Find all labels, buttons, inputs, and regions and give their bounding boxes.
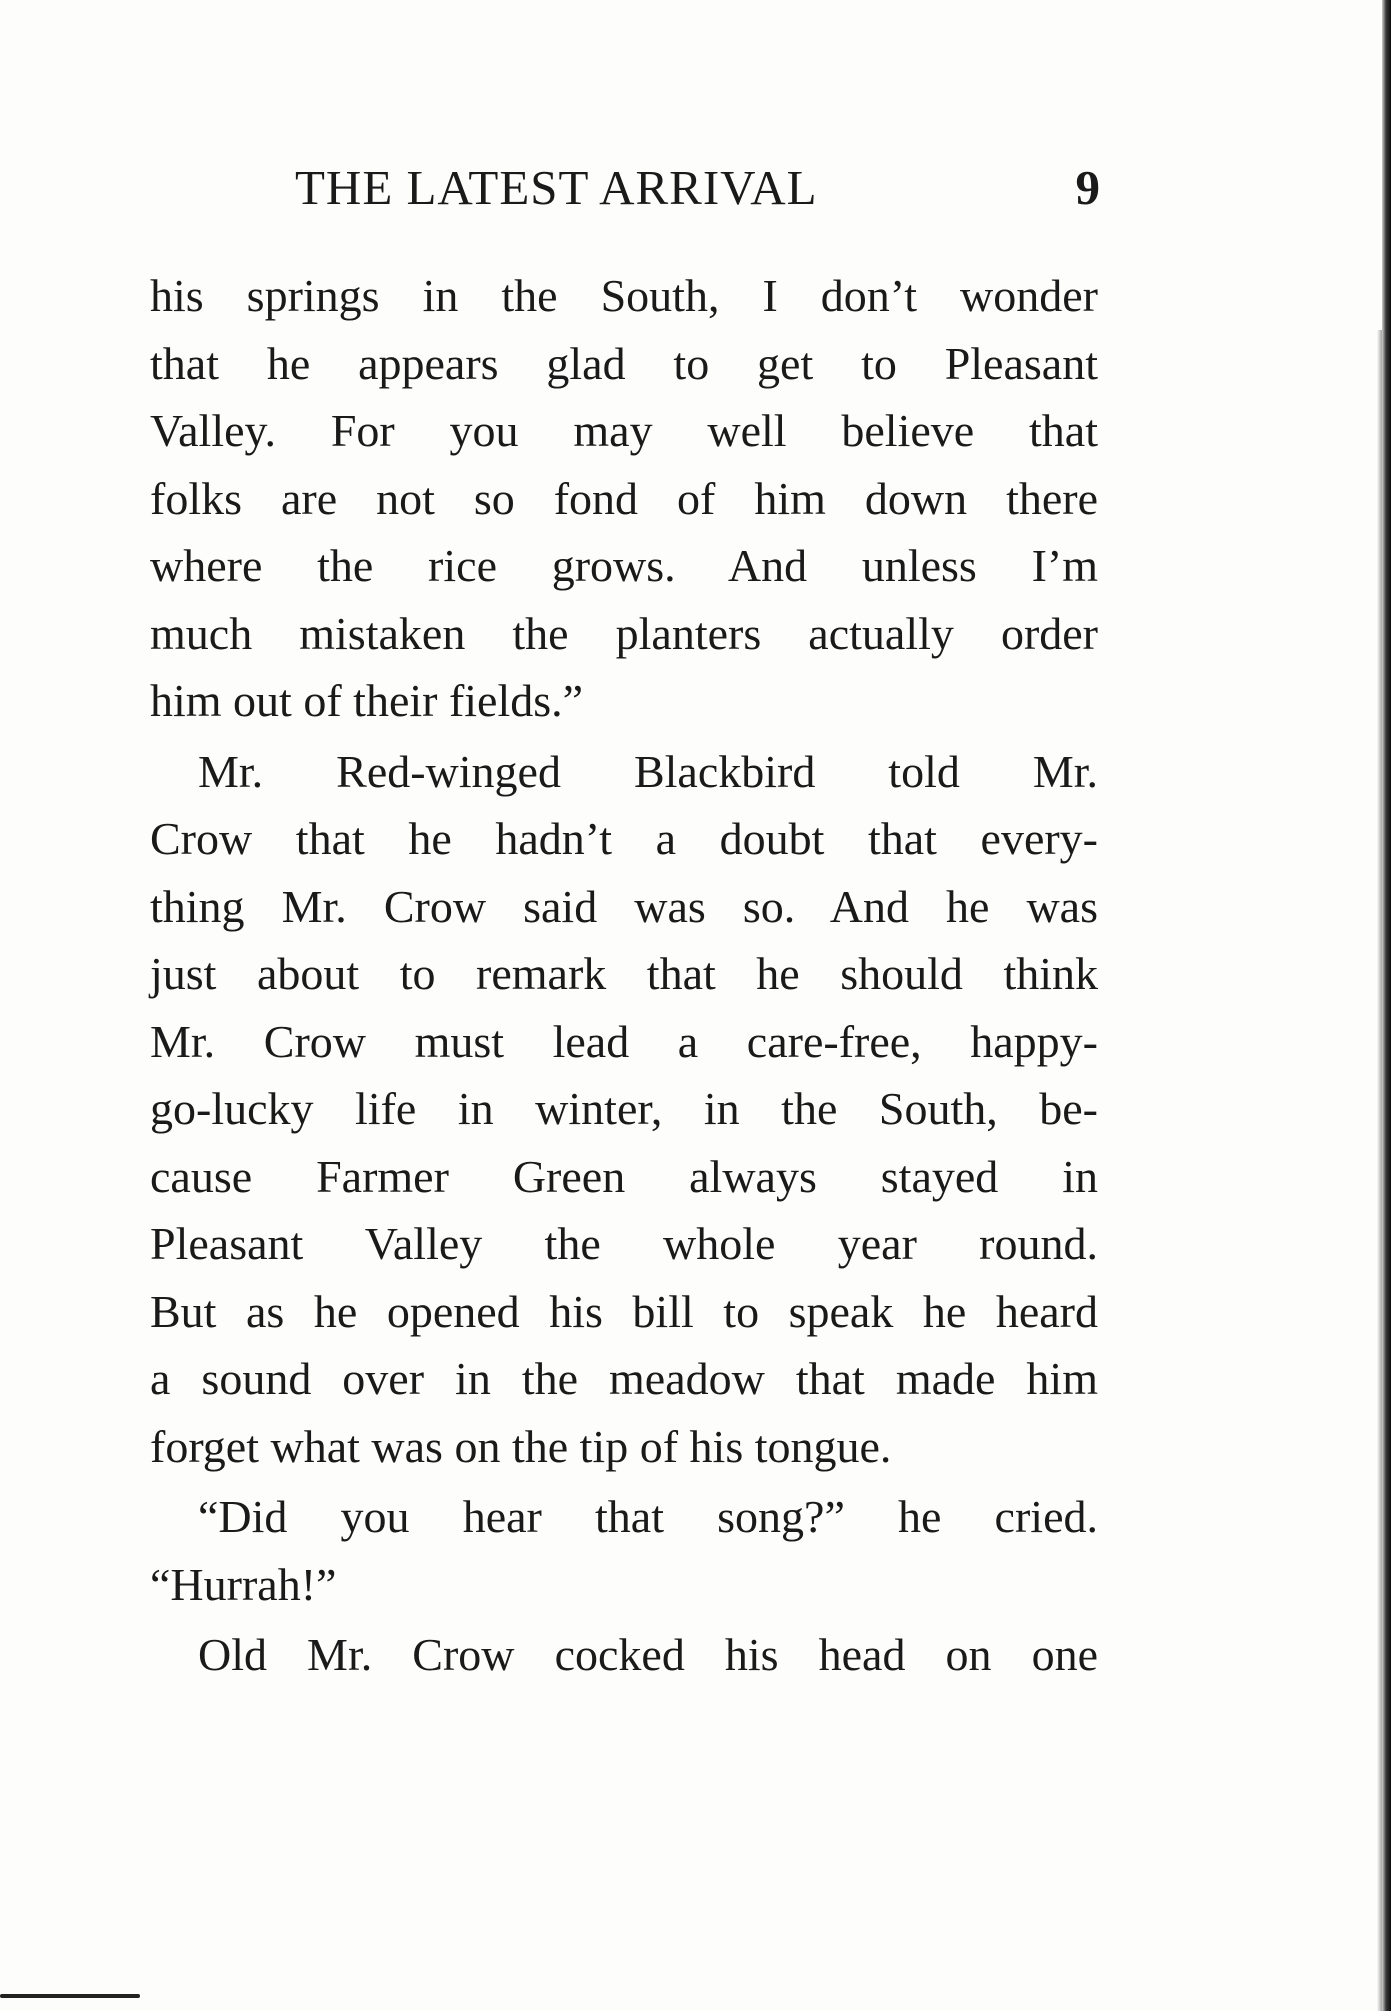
text-line: Valley. For you may well believe that	[150, 405, 1098, 456]
text-line: a sound over in the meadow that made him	[150, 1353, 1098, 1404]
text-line: forget what was on the tip of his tongue.	[150, 1420, 892, 1472]
text-line: Crow that he hadn’t a doubt that every-	[150, 813, 1098, 864]
text-line: his springs in the South, I don’t wonder	[150, 270, 1098, 321]
text-line: Pleasant Valley the whole year round.	[150, 1218, 1098, 1269]
text-line: Mr. Red-winged Blackbird told Mr.	[198, 745, 1098, 797]
running-head	[150, 158, 1100, 218]
text-line: go-lucky life in winter, in the South, be-	[150, 1083, 1098, 1134]
text-line: much mistaken the planters actually order	[150, 607, 1098, 659]
text-line: folks are not so fond of him down there	[150, 472, 1098, 524]
running-head-title: THE LATEST ARRIVAL	[295, 160, 818, 215]
paragraph-1	[150, 262, 1098, 735]
paragraph-3	[150, 1483, 1098, 1618]
text-line: him out of their fields.”	[150, 675, 584, 726]
text-line: But as he opened his bill to speak he heard	[150, 1285, 1098, 1337]
text-line: Mr. Crow must lead a care-free, happy-	[150, 1015, 1098, 1067]
text-line: where the rice grows. And unless I’m	[150, 540, 1098, 591]
text-line: “Did you hear that song?” he cried.	[198, 1491, 1098, 1542]
paragraph-4	[150, 1621, 1098, 1689]
page-edge-shadow	[1382, 0, 1391, 2011]
paragraph-2	[150, 738, 1098, 1481]
text-line: “Hurrah!”	[150, 1558, 337, 1610]
text-line: just about to remark that he should think	[150, 948, 1098, 999]
page-edge-inner-shadow	[1377, 330, 1382, 2011]
text-line: thing Mr. Crow said was so. And he was	[150, 880, 1098, 932]
text-line: that he appears glad to get to Pleasant	[150, 337, 1098, 389]
page-number: 9	[1075, 160, 1100, 215]
scan-edge-mark	[0, 1994, 140, 1998]
text-line: Old Mr. Crow cocked his head on one	[198, 1629, 1098, 1680]
body-text	[150, 262, 1098, 1689]
text-line: cause Farmer Green always stayed in	[150, 1150, 1098, 1202]
